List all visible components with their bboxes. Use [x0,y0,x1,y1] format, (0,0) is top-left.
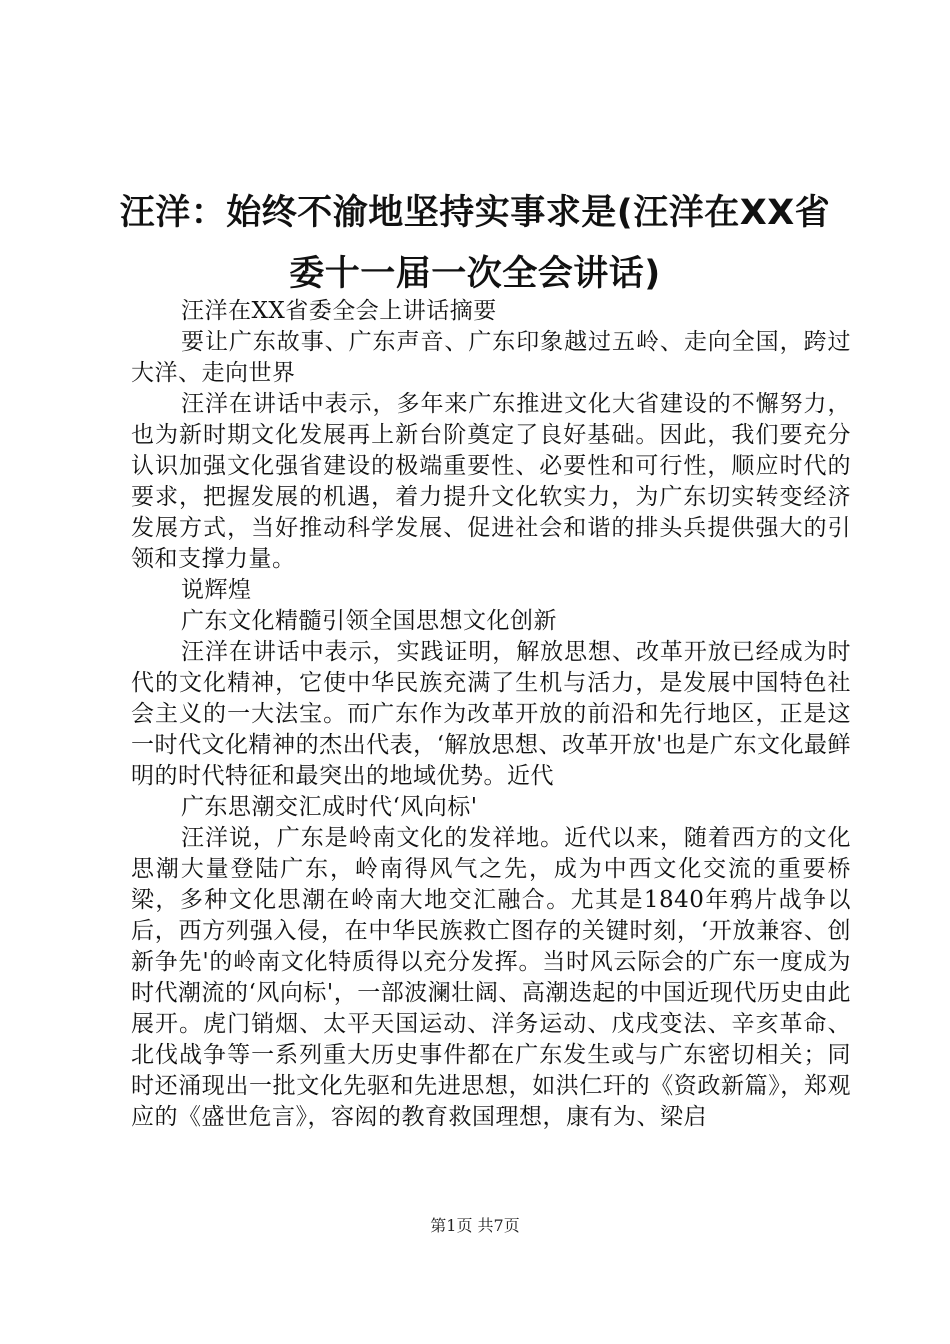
paragraph-reform-spirit: 汪洋在讲话中表示，实践证明，解放思想、改革开放已经成为时代的文化精神，它使中华民族充满了生机与活力，是发展中国特色社会主义的一大法宝。而广东作为改革开放的前沿和先行地区，正是这一时代文化精神的杰出代表，‘解放思想、改革开放'也是广东文化最鲜明的时代特征和最突出的地域优势。近代 [131,639,851,789]
paragraph-summary-heading: 汪洋在XX省委全会上讲话摘要 [181,298,497,324]
paragraph-section-glory: 说辉煌 [181,577,252,603]
document-title: 汪洋：始终不渝地坚持实事求是(汪洋在XX省 委十一届一次全会讲话) [119,193,831,294]
paragraph-cultural-province: 汪洋在讲话中表示，多年来广东推进文化大省建设的不懈努力，也为新时期文化发展再上新台阶奠定了良好基础。因此，我们要充分认识加强文化强省建设的极端重要性、必要性和可行性，顺应时代的要求，把握发展的机遇，着力提升文化软实力，为广东切实转变经济发展方式，当好推动科学发展、促进社会和谐的排头兵提供强大的引领和支撑力量。 [131,391,851,572]
paragraph-lingnan-history: 汪洋说，广东是岭南文化的发祥地。近代以来，随着西方的文化思潮大量登陆广东，岭南得风气之先，成为中西文化交流的重要桥梁，多种文化思潮在岭南大地交汇融合。尤其是1840年鸦片战争以后，西方列强入侵，在中华民族救亡图存的关键时刻，‘开放兼容、创新争先'的岭南文化特质得以充分发挥。当时风云际会的广东一度成为时代潮流的‘风向标'，一部波澜壮阔、高潮迭起的中国近现代历史由此展开。虎门销烟、太平天国运动、洋务运动、戊戌变法、辛亥革命、北伐战争等一系列重大历史事件都在广东发生或与广东密切相关；同时还涌现出一批文化先驱和先进思想，如洪仁玕的《资政新篇》，郑观应的《盛世危言》，容闳的教育救国理想，康有为、梁启 [131,825,851,1130]
paragraph-subheading-wind-vane: 广东思潮交汇成时代‘风向标' [181,794,478,820]
paragraph-subheading-essence: 广东文化精髓引领全国思想文化创新 [181,608,557,634]
document-body [131,296,851,1133]
page-number: 第1页 共7页 [430,1216,520,1235]
paragraph-subheading-world: 要让广东故事、广东声音、广东印象越过五岭、走向全国，跨过大洋、走向世界 [131,329,851,386]
